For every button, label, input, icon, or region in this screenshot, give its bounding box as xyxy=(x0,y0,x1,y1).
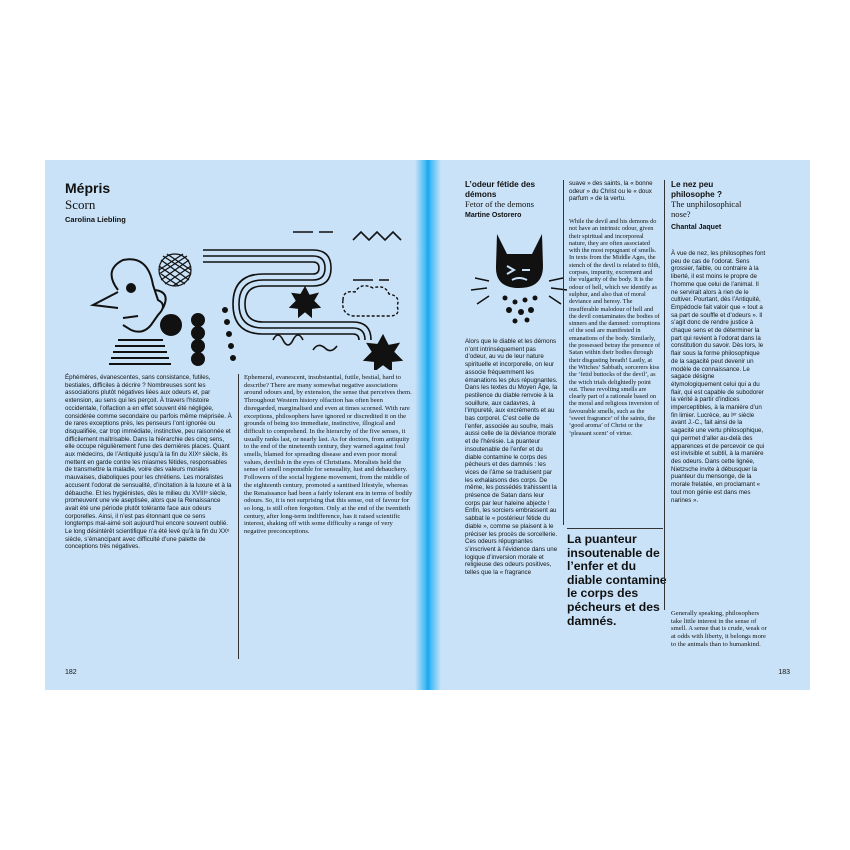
column-divider xyxy=(238,374,239,659)
article-title-en: Scorn xyxy=(65,197,96,212)
article-title-en: Fetor of the demons xyxy=(465,199,534,209)
left-page xyxy=(45,160,427,690)
article-column-fr: À vue de nez, les philosophes font peu de cas de l’odorat. Sens grossier, faible, ou contraire à la liberté, il est moins le propre de l’homme que celui de l’animal. Il ne servirait alors à rien de le cultiver. Pourtant, dès l’Antiquité, Empédocle fait valoir que « tout a sa part de souffle et d’odeurs ». Il s’agit donc de rendre justice à chaque sens et de déterminer la part qui revient à l’odorat dans la constitution du savoir. Dès lors, le flair sous la forme philosophique de la sagacité peut devenir un modèle de connaissance. Le sagace désigne étymologiquement celui qui a du flair, qui est capable de subodorer la vérité à partir d’indices imperceptibles, à la manière d’un fin limier. Lucrèce, au Iᵉʳ siècle avant J.-C., fait ainsi de la sagacité une vertu philosophique, qui permet d’aller au-delà des apparences et de percevoir ce qui est invisible et subtil, à la manière des odeurs. Dans cette lignée, Nietzsche invite à débusquer la puanteur du mensonge, de la morale frelatée, en proclamant « tout mon génie est dans mes narines ». xyxy=(671,250,766,504)
page-number-left: 182 xyxy=(65,669,77,676)
demon-cat-illustration xyxy=(467,226,572,326)
article-column-en: Generally speaking, philosophers take little interest in the sense of smell. A sense that is crude, weak or at odds with liberty, it belongs more to the animals than to humankind. xyxy=(671,610,767,648)
book-spread xyxy=(45,160,810,690)
article-author: Martine Ostorero xyxy=(465,212,522,219)
article-title-fr: Mépris xyxy=(65,180,111,196)
article-title-en: The unphilosophical nose? xyxy=(671,199,742,219)
article-title-fr: Le nez peu philosophe ? xyxy=(671,180,722,199)
pullquote-rule xyxy=(567,528,663,529)
abstract-face-illustration xyxy=(63,230,418,370)
article-column-fr: Alors que le diable et les démons n’ont intrinsèquement pas d’odeur, au vu de leur nature spirituelle et incorporelle, on leur associe fréquemment les émanations les plus répugnantes. Dans les textes du Moyen Âge, la pestilence du diable renvoie à la souillure, aux cadavres, à l’impureté, aux excréments et au bas corporel. C’est celle de l’enfer, associée au soufre, mais aussi celle de la déviance morale et de l’hérésie. La puanteur insoutenable de l’enfer et du diable contamine le corps des pécheurs et des damnés : les vices de l’âme se traduisent par les exhalaisons des corps. De même, les possédés trahissent la présence de Satan dans leur corps par leur haleine abjecte ! Enfin, les sorciers embrassent au sabbat le « postérieur fétide du diable », comme se plaisent à le préciser les procès de sorcellerie. Ces odeurs répugnantes s’inscrivent à l’évidence dans une logique d’inversion morale et religieuse des odeurs positives, telles que la « fragrance xyxy=(465,338,558,577)
article-column-en: Ephemeral, evanescent, insubstantial, futile, bestial, hard to describe? There are many somewhat negative associations around odours and, by extension, the sense that perceives them. Throughout Western history olfaction has often been disregarded, marginalised and even at times scorned. With rare exceptions, philosophers have ignored or discredited it on the grounds of being too immediate, instinctive, illogical and difficult to comprehend. In the hierarchy of the five senses, it usually ranks last, or nearly last. As for doctors, from antiquity to the end of the nineteenth century, they warned against foul smells, blamed for spreading disease and even poor moral values, devilish in the eyes of Christians. Moralists held the sense of smell responsible for sensuality, lust and debauchery. Followers of the social hygiene movement, from the middle of the eighteenth century, promoted a sanitised lifestyle, whereas the Renaissance had been a fairly tolerant era in terms of bodily odours. So, it is not surprising that this sense, out of favour for so long, is still often forgotten. Only at the end of the twentieth century, after long-term indifference, has it raised scientific interest, shaking off with some difficulty a range of very negative preconceptions. xyxy=(244,374,413,536)
article-column-en: While the devil and his demons do not have an intrinsic odour, given their spiritual and incorporeal nature, they are often associated with the most repugnant of smells. In texts from the Middle Ages, the stench of the devil is related to filth, corpses, impurity, excrement and the vulgarity of the body. It is the odour of hell, which we identify as sulphur, and also that of moral deviance and heresy. The insufferable malodour of hell and the devil contaminates the bodies of sinners and the damned: corruptions of the soul are manifested in emanations of the body. Similarly, the possessed betray the presence of Satan within their bodies through their disgusting breath! Lastly, at the Witches’ Sabbath, sorcerers kiss the ‘fetid buttocks of the devil’, as the witch trials delightedly point out. These revolting smells are clearly part of a rationale based on the moral and religious inversion of favourable smells, such as the ‘sweet fragrance’ of the saints, the ‘good aroma’ of Christ or the ‘pleasant scent’ of virtue. xyxy=(569,218,661,437)
pullquote: La puanteur insoutenable de l’enfer et du diable contamine le corps des pécheurs et des damnés. xyxy=(567,532,667,628)
page-number-right: 183 xyxy=(778,669,790,676)
article-column-fr: Éphémères, évanescentes, sans consistance, futiles, bestiales, difficiles à décrire ? Nombreuses sont les associations plutôt négatives liées aux odeurs et, par extension, au sens qui les perçoit. À travers l’histoire occidentale, l’olfaction a en effet souvent été négligée, considérée comme secondaire ou parfois même méprisée. À de rares exceptions près, les penseurs l’ont ignorée ou disqualifiée, car trop immédiate, instinctive, peu raisonnée et difficilement maîtrisable. Dans la hiérarchie des cinq sens, elle occupe régulièrement l’une des dernières places. Quant aux médecins, de l’Antiquité jusqu’à la fin du XIXᵉ siècle, ils mettent en garde contre les miasmes fétides, responsables de transmettre la maladie, voire des valeurs morales mauvaises, diaboliques pour les chrétiens. Les moralistes accusent l’odorat de sensualité, d’incitation à la luxure et à la débauche. Et les hygiénistes, dès le milieu du XVIIIᵉ siècle, promeuvent une vie aseptisée, alors que la Renaissance avait été une période plutôt tolérante face aux odeurs corporelles. Ainsi, il n’est pas étonnant que ce sens longtemps mal-aimé soit aujourd’hui encore souvent oublié. Le long désintérêt scientifique n’a été levé qu’à la fin du XXᵉ siècle, s’émancipant avec difficulté d’une palette de conceptions très négatives. xyxy=(65,374,232,551)
column-divider xyxy=(664,180,665,610)
article-author: Carolina Liebling xyxy=(65,215,126,224)
article-title-fr: L’odeur fétide des démons xyxy=(465,180,536,199)
article-column-fr-end: suave » des saints, la « bonne odeur » du Christ ou le « doux parfum » de la vertu. xyxy=(569,180,653,203)
article-author: Chantal Jaquet xyxy=(671,224,722,231)
right-page xyxy=(427,160,810,690)
column-divider xyxy=(563,180,564,525)
